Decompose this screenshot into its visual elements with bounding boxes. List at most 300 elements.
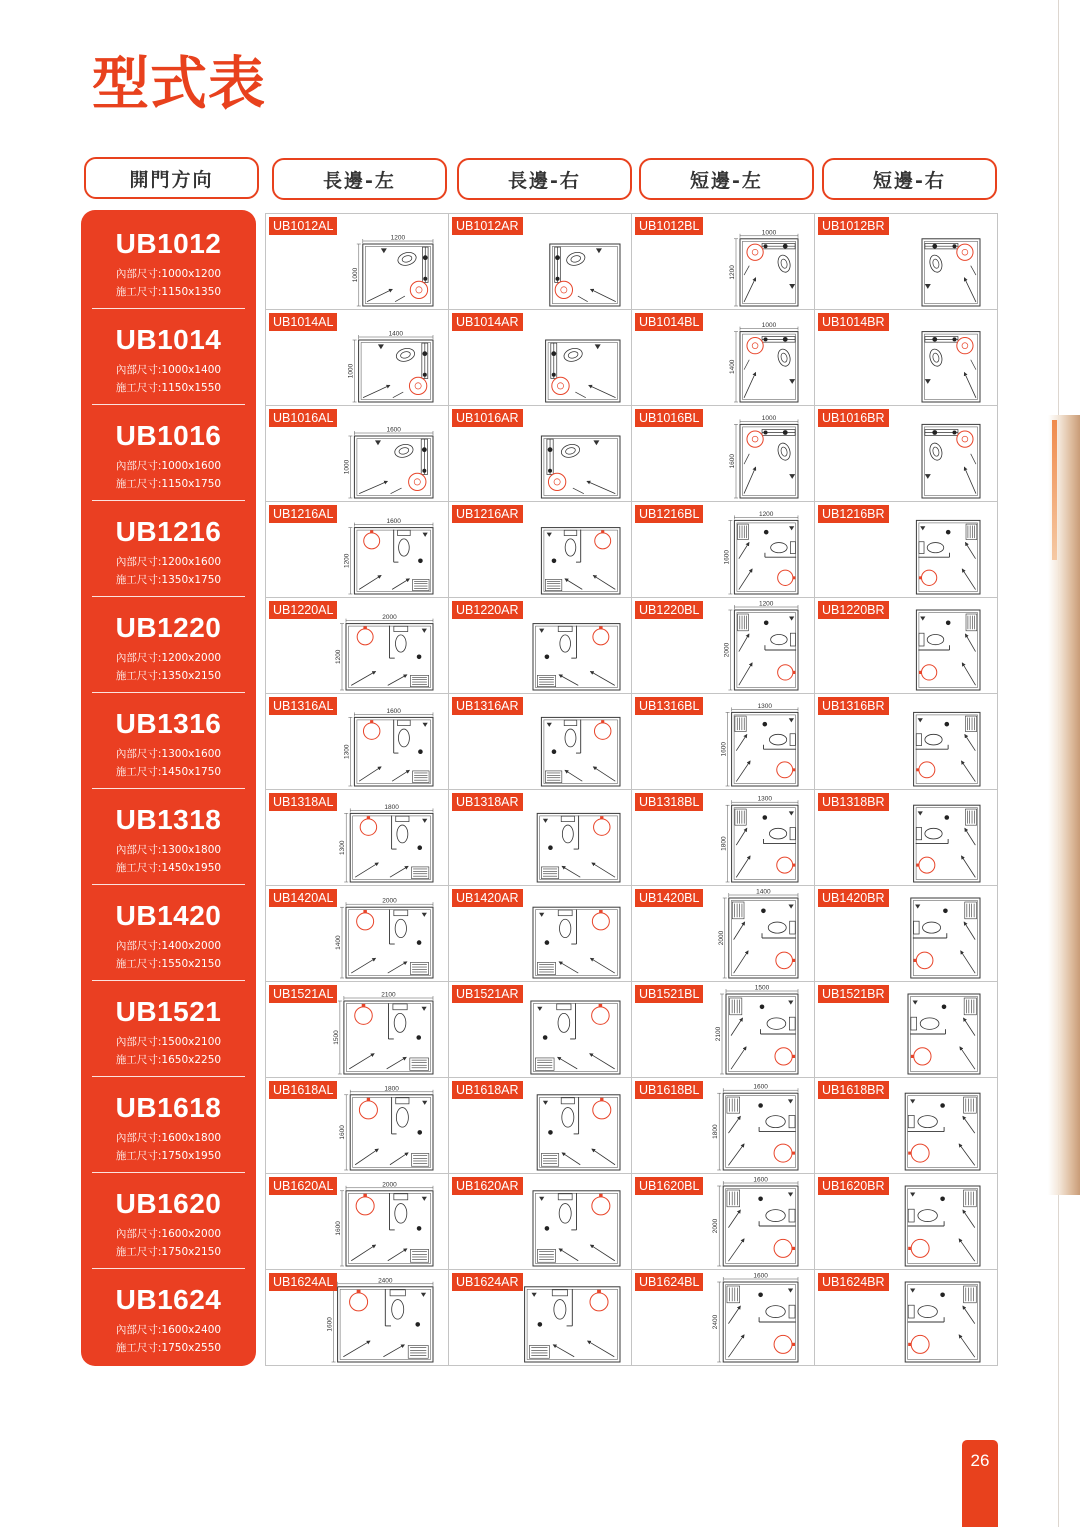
toilet-icon <box>399 539 410 556</box>
drain-icon <box>552 559 557 564</box>
toilet-icon <box>920 1018 939 1030</box>
drain-icon <box>418 559 423 564</box>
model-code-label: UB1016AR <box>452 409 523 427</box>
faucet-icon <box>600 816 603 819</box>
dimension-width: 1800 <box>384 1085 399 1093</box>
fixture-dot <box>764 337 768 341</box>
toilet-icon <box>766 1116 785 1128</box>
dimension-width: 1200 <box>390 234 406 242</box>
fixture-dot <box>423 277 427 281</box>
drain-icon <box>761 909 766 914</box>
model-code-label: UB1014AL <box>269 313 337 331</box>
toilet-icon <box>395 919 406 937</box>
model-code-label: UB1318BR <box>818 793 889 811</box>
sink-icon <box>409 377 426 394</box>
sink-icon <box>593 629 609 645</box>
sink-icon <box>359 1101 377 1119</box>
plan-cell <box>449 1270 632 1366</box>
sink-icon <box>409 473 426 490</box>
dimension-width: 1600 <box>753 1083 768 1091</box>
faucet-icon <box>599 626 602 629</box>
sink-icon <box>957 244 973 260</box>
dimension-depth: 1000 <box>351 267 359 283</box>
construction-size: 施工尺寸:1450x1750 <box>115 766 222 778</box>
model-name: UB1420 <box>115 900 222 931</box>
model-code-label: UB1318AR <box>452 793 523 811</box>
dimension-width: 1300 <box>757 702 773 710</box>
model-code-label: UB1014BR <box>818 313 889 331</box>
dimension-depth: 2400 <box>712 1314 720 1330</box>
toilet-icon <box>918 1306 937 1318</box>
plan-cell <box>449 406 632 502</box>
dimension-width: 1600 <box>386 426 401 434</box>
plan-cell <box>815 694 998 790</box>
sink-icon <box>356 1197 374 1215</box>
floor-plan <box>343 708 433 786</box>
model-row <box>92 981 245 1077</box>
floor-plan <box>718 889 798 979</box>
dimension-width: 1600 <box>753 1176 768 1184</box>
floor-plan <box>533 624 620 690</box>
model-code-label: UB1620BL <box>635 1177 703 1195</box>
floor-plan-table <box>265 213 998 1366</box>
faucet-icon <box>792 959 795 962</box>
dimension-width: 2400 <box>378 1277 393 1285</box>
toilet-icon <box>560 635 571 652</box>
plan-cell <box>815 1078 998 1174</box>
toilet-icon <box>918 1116 937 1128</box>
drain-icon <box>946 621 951 626</box>
drain-icon <box>946 530 951 535</box>
sink-icon <box>363 723 379 739</box>
floor-plan <box>533 907 620 978</box>
floor-plan <box>352 235 433 307</box>
model-list-panel <box>81 210 256 1366</box>
plan-cell <box>266 1270 449 1366</box>
plan-cell <box>632 598 815 694</box>
inner-size: 內部尺寸:1000x1600 <box>115 460 222 472</box>
floor-plan <box>723 511 798 594</box>
floor-plan <box>537 813 620 882</box>
drain-icon <box>417 940 422 945</box>
plan-cell <box>632 214 815 310</box>
drain-icon <box>763 815 768 820</box>
model-row <box>92 885 245 981</box>
floor-plan <box>721 796 798 882</box>
toilet-icon <box>767 1018 786 1030</box>
sink-icon <box>592 1197 610 1215</box>
fixture-dot <box>764 244 768 248</box>
toilet-icon <box>927 543 944 553</box>
plan-cell <box>632 982 815 1078</box>
toilet-icon <box>768 922 786 933</box>
door-direction-header: 開門方向 <box>84 157 259 199</box>
floor-plan <box>723 601 798 691</box>
dimension-depth: 1000 <box>343 459 351 475</box>
column-header-short-right: 短邊-右 <box>822 158 997 200</box>
faucet-icon <box>599 1194 602 1197</box>
plan-cell <box>449 790 632 886</box>
sink-icon <box>357 913 374 930</box>
model-row <box>92 789 245 885</box>
floor-plan <box>916 610 980 690</box>
model-code-label: UB1521BR <box>818 985 889 1003</box>
fixture-dot <box>422 351 427 356</box>
dimension-width: 1600 <box>753 1272 768 1280</box>
drain-icon <box>943 909 948 914</box>
toilet-tank <box>390 1290 405 1296</box>
dimension-depth: 1300 <box>339 840 347 855</box>
model-row <box>92 597 245 693</box>
drain-icon <box>548 1130 553 1135</box>
plan-cell <box>449 598 632 694</box>
model-name: UB1016 <box>115 420 222 451</box>
dimension-width: 1200 <box>758 600 774 608</box>
model-code-label: UB1620AR <box>452 1177 523 1195</box>
dimension-depth: 1800 <box>712 1124 720 1139</box>
toilet-tank <box>789 1209 795 1222</box>
dimension-width: 2000 <box>382 1181 397 1189</box>
drain-icon <box>538 1322 543 1327</box>
toilet-tank <box>790 734 795 746</box>
plan-cell <box>815 502 998 598</box>
model-code-label: UB1216AR <box>452 505 523 523</box>
drain-icon <box>417 1130 422 1135</box>
toilet-tank <box>394 1194 408 1200</box>
dimension-depth: 1600 <box>729 453 736 469</box>
plan-cell <box>266 886 449 982</box>
construction-size: 施工尺寸:1150x1550 <box>115 382 222 394</box>
drain-icon <box>764 621 769 626</box>
sink-icon <box>595 533 611 549</box>
floor-plan <box>911 898 980 978</box>
drain-icon <box>552 749 557 754</box>
plan-cell <box>449 214 632 310</box>
dimension-width: 1500 <box>754 984 770 992</box>
column-header-long-right: 長邊-右 <box>457 158 632 200</box>
dimension-width: 1400 <box>756 888 771 896</box>
model-code-label: UB1316BR <box>818 697 889 715</box>
floor-plan <box>905 1186 980 1266</box>
toilet-tank <box>394 626 408 631</box>
plan-cell <box>449 886 632 982</box>
model-name: UB1316 <box>115 708 222 739</box>
toilet-tank <box>558 626 572 631</box>
dimension-width: 1600 <box>386 518 401 526</box>
model-code-label: UB1316AR <box>452 697 523 715</box>
floor-plan <box>905 1282 980 1362</box>
floor-plan <box>712 1084 798 1170</box>
sink-icon <box>911 1335 929 1353</box>
sink-icon <box>957 431 973 447</box>
floor-plan <box>335 1181 433 1266</box>
sink-icon <box>919 857 935 873</box>
faucet-icon <box>792 1343 795 1346</box>
sink-icon <box>590 1293 608 1311</box>
fixture-dot <box>551 351 556 356</box>
faucet-icon <box>367 816 370 819</box>
floor-plan <box>729 415 798 498</box>
toilet-icon <box>395 1204 407 1224</box>
floor-plan <box>721 703 798 786</box>
sink-icon <box>355 1007 373 1025</box>
inner-size: 內部尺寸:1200x2000 <box>115 652 222 664</box>
toilet-icon <box>554 1300 566 1320</box>
plan-cell <box>449 1078 632 1174</box>
plan-cell <box>632 1174 815 1270</box>
toilet-icon <box>925 734 942 745</box>
drain-icon <box>415 1322 420 1327</box>
floor-plan <box>327 1277 433 1362</box>
faucet-icon <box>792 1152 795 1155</box>
model-name: UB1618 <box>115 1092 222 1123</box>
faucet-icon <box>599 910 602 913</box>
toilet-tank <box>789 1017 795 1030</box>
faucet-icon <box>793 576 796 579</box>
model-row <box>92 213 245 309</box>
model-code-label: UB1220BL <box>635 601 703 619</box>
drain-icon <box>942 1005 947 1010</box>
sink-icon <box>777 762 793 778</box>
floor-plan <box>546 340 620 402</box>
model-code-label: UB1420BR <box>818 889 889 907</box>
model-code-label: UB1618AL <box>269 1081 337 1099</box>
sink-icon <box>555 281 572 298</box>
drain-icon <box>940 1197 945 1202</box>
toilet-icon <box>766 1306 785 1318</box>
inner-size: 內部尺寸:1600x2000 <box>115 1228 222 1240</box>
model-code-label: UB1220BR <box>818 601 889 619</box>
dimension-depth: 1400 <box>335 935 342 950</box>
dimension-depth: 1600 <box>723 549 731 565</box>
toilet-icon <box>398 729 409 747</box>
model-code-label: UB1620AL <box>269 1177 337 1195</box>
toilet-tank <box>394 910 408 916</box>
fixture-dot <box>555 255 560 260</box>
fixture-dot <box>783 337 788 342</box>
model-name: UB1620 <box>115 1188 222 1219</box>
model-code-label: UB1316AL <box>269 697 337 715</box>
toilet-tank <box>398 530 411 535</box>
floor-plan <box>335 614 433 690</box>
floor-plan <box>922 424 980 498</box>
sink-icon <box>774 1335 792 1353</box>
inner-size: 內部尺寸:1400x2000 <box>115 940 222 952</box>
floor-plan <box>333 992 433 1075</box>
toilet-icon <box>927 635 944 645</box>
model-code-label: UB1014BL <box>635 313 703 331</box>
floor-plan <box>531 1001 620 1074</box>
faucet-icon <box>601 530 604 533</box>
model-row <box>92 693 245 789</box>
plan-cell <box>266 1078 449 1174</box>
model-code-label: UB1216BR <box>818 505 889 523</box>
construction-size: 施工尺寸:1150x1750 <box>115 478 222 490</box>
toilet-tank <box>557 1004 571 1010</box>
inner-size: 內部尺寸:1600x1800 <box>115 1132 222 1144</box>
faucet-icon <box>362 1004 366 1007</box>
model-code-label: UB1012BR <box>818 217 889 235</box>
model-code-label: UB1620BR <box>818 1177 889 1195</box>
construction-size: 施工尺寸:1450x1950 <box>115 862 222 874</box>
dimension-width: 2100 <box>381 991 396 999</box>
floor-plan <box>550 244 620 306</box>
dimension-depth: 1200 <box>343 553 351 569</box>
sink-icon <box>957 338 973 354</box>
sink-icon <box>914 1048 931 1065</box>
model-code-label: UB1420AL <box>269 889 337 907</box>
plan-cell <box>449 502 632 598</box>
model-code-label: UB1618AR <box>452 1081 523 1099</box>
toilet-tank <box>558 910 572 916</box>
dimension-depth: 2000 <box>712 1218 720 1234</box>
model-row <box>92 405 245 501</box>
model-code-label: UB1521AL <box>269 985 337 1003</box>
sink-icon <box>774 1144 792 1162</box>
fixture-dot <box>932 430 937 435</box>
sink-icon <box>778 665 793 680</box>
fixture-dot <box>422 447 427 452</box>
plan-cell <box>266 598 449 694</box>
faucet-icon <box>363 1194 366 1197</box>
model-name: UB1220 <box>115 612 222 643</box>
drain-icon <box>940 1293 945 1298</box>
fixture-dot <box>952 244 956 248</box>
drain-icon <box>945 722 950 727</box>
plan-cell <box>632 406 815 502</box>
plan-cell <box>632 694 815 790</box>
toilet-tank <box>561 816 574 821</box>
model-row <box>92 1173 245 1269</box>
plan-cell <box>815 214 998 310</box>
floor-plan <box>541 717 620 786</box>
sink-icon <box>360 819 376 835</box>
model-code-label: UB1420AR <box>452 889 523 907</box>
sink-icon <box>364 533 380 549</box>
model-code-label: UB1318BL <box>635 793 703 811</box>
model-code-label: UB1216BL <box>635 505 703 523</box>
sink-icon <box>350 1293 368 1311</box>
inner-size: 內部尺寸:1300x1800 <box>115 844 222 856</box>
floor-plan <box>916 520 980 594</box>
floor-plan <box>908 994 980 1074</box>
page-edge-accent <box>1052 420 1057 560</box>
faucet-icon <box>792 1247 795 1250</box>
construction-size: 施工尺寸:1750x2550 <box>115 1342 222 1354</box>
plan-cell <box>815 1174 998 1270</box>
construction-size: 施工尺寸:1550x2150 <box>115 958 222 970</box>
drain-icon <box>764 530 769 535</box>
toilet-icon <box>565 729 576 747</box>
model-code-label: UB1220AR <box>452 601 523 619</box>
toilet-icon <box>766 1210 785 1222</box>
fixture-dot <box>423 255 428 260</box>
sink-icon <box>594 723 610 739</box>
drain-icon <box>418 749 423 754</box>
toilet-tank <box>790 827 795 839</box>
plan-cell <box>266 790 449 886</box>
sink-icon <box>747 338 763 354</box>
fixture-dot <box>548 469 552 473</box>
faucet-icon <box>908 1343 911 1346</box>
plan-cell <box>632 310 815 406</box>
plan-cell <box>266 694 449 790</box>
faucet-icon <box>911 1055 914 1058</box>
faucet-icon <box>793 671 796 674</box>
toilet-tank <box>564 530 577 535</box>
drain-icon <box>543 1035 548 1040</box>
toilet-tank <box>396 1098 409 1104</box>
plan-cell <box>266 310 449 406</box>
sink-icon <box>747 244 763 260</box>
sink-icon <box>592 1007 610 1025</box>
dimension-depth: 2100 <box>715 1026 722 1042</box>
model-code-label: UB1216AL <box>269 505 337 523</box>
sink-icon <box>594 819 610 835</box>
fixture-dot <box>952 337 956 341</box>
drain-icon <box>758 1103 763 1108</box>
floor-plan <box>541 436 620 498</box>
toilet-tank <box>398 720 411 725</box>
floor-plan <box>914 712 980 786</box>
floor-plan <box>922 239 980 306</box>
faucet-icon <box>597 1290 601 1293</box>
floor-plan <box>343 427 433 499</box>
model-row <box>92 1269 245 1365</box>
toilet-icon <box>771 635 788 645</box>
faucet-icon <box>908 1152 911 1155</box>
inner-size: 內部尺寸:1000x1400 <box>115 364 222 376</box>
sink-icon <box>921 665 936 680</box>
model-code-label: UB1618BR <box>818 1081 889 1099</box>
drain-icon <box>548 845 553 850</box>
plan-cell <box>266 982 449 1078</box>
model-code-label: UB1016BR <box>818 409 889 427</box>
sink-icon <box>548 473 565 490</box>
model-row <box>92 309 245 405</box>
model-name: UB1624 <box>115 1284 222 1315</box>
faucet-icon <box>601 720 604 723</box>
model-code-label: UB1012AR <box>452 217 523 235</box>
inner-size: 內部尺寸:1500x2100 <box>115 1036 222 1048</box>
faucet-icon <box>792 1055 795 1058</box>
toilet-icon <box>565 539 576 556</box>
floor-plan <box>339 804 433 882</box>
plan-cell <box>632 1270 815 1366</box>
sink-icon <box>775 1048 792 1065</box>
dimension-width: 1200 <box>758 510 774 518</box>
floor-plan <box>715 985 798 1075</box>
floor-plan <box>712 1273 798 1363</box>
dimension-width: 2000 <box>382 614 397 622</box>
model-code-label: UB1012BL <box>635 217 703 235</box>
dimension-depth: 1600 <box>335 1221 342 1236</box>
inner-size: 內部尺寸:1000x1200 <box>115 268 222 280</box>
plan-cell <box>815 886 998 982</box>
sink-icon <box>778 570 793 585</box>
dimension-depth: 1300 <box>343 744 351 759</box>
floor-plan <box>533 1191 620 1266</box>
dimension-depth: 1800 <box>720 836 728 851</box>
fixture-dot <box>552 373 556 377</box>
sink-icon <box>552 377 569 394</box>
sink-icon <box>777 857 793 873</box>
floor-plan <box>335 898 433 978</box>
floor-plan <box>729 229 798 306</box>
toilet-icon <box>396 1108 408 1128</box>
toilet-icon <box>923 922 941 933</box>
dimension-depth: 1500 <box>332 1030 340 1045</box>
